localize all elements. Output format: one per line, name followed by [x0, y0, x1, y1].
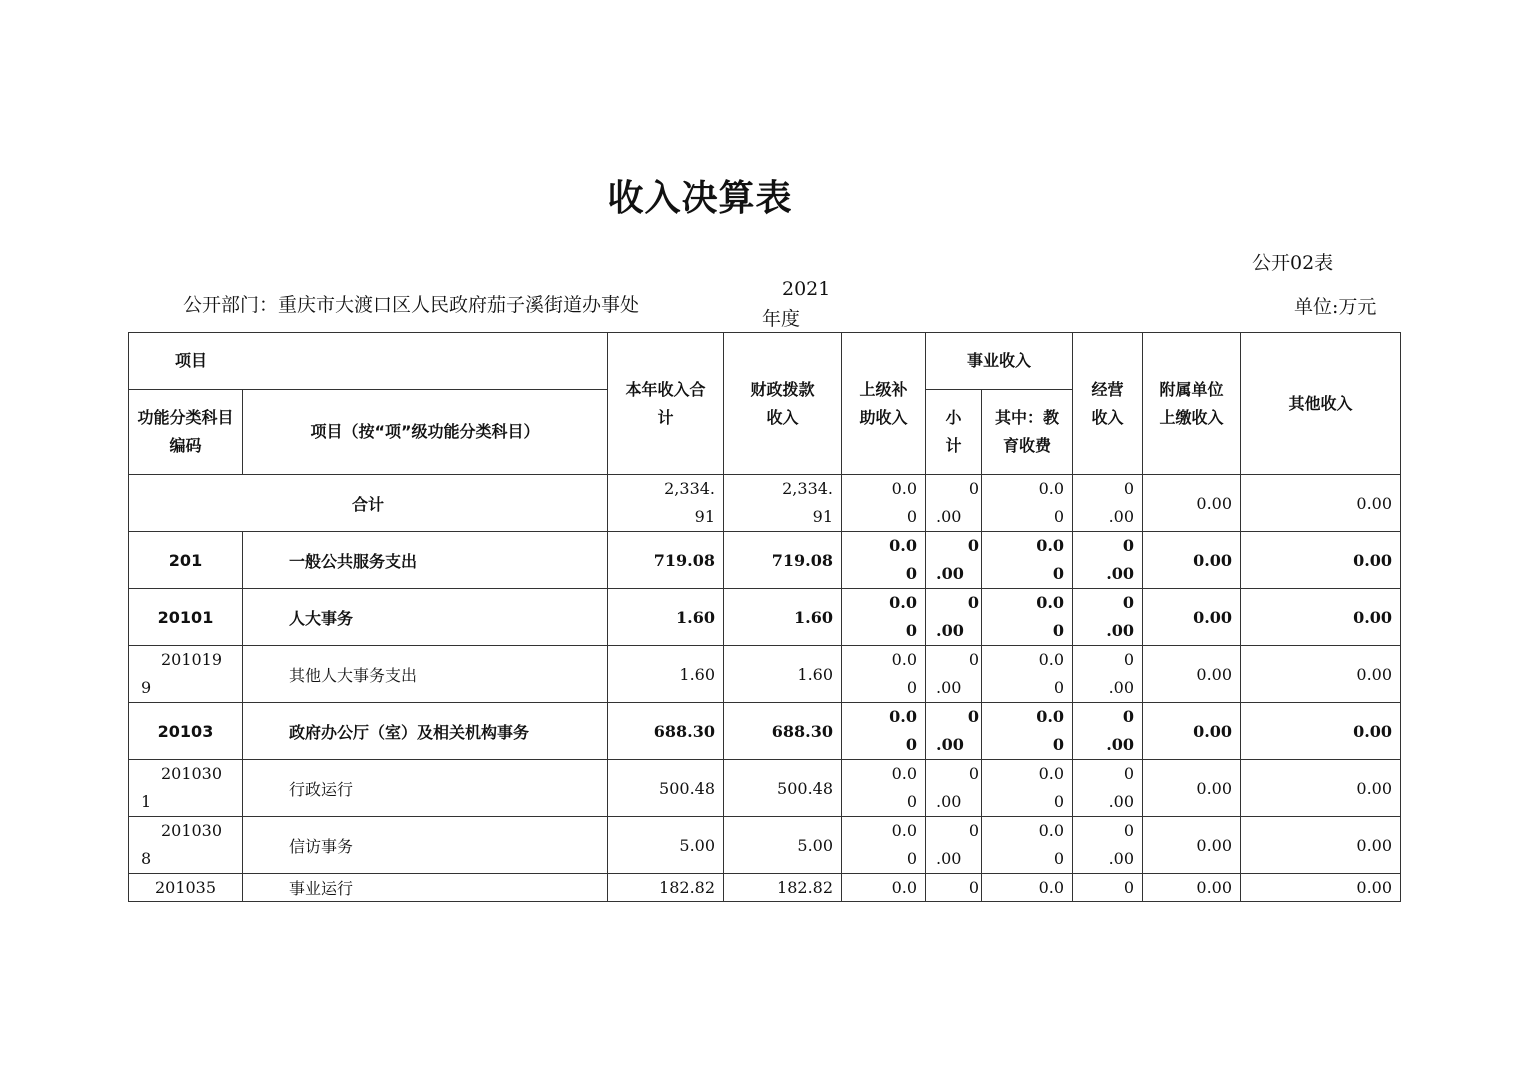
name-cell: 人大事务	[243, 589, 608, 646]
operating-cell: 0 .00	[1073, 817, 1143, 874]
header-superior: 上级补助收入	[842, 333, 926, 475]
other-cell: 0.00	[1241, 760, 1401, 817]
total-cell: 1.60	[608, 646, 724, 703]
table-row	[129, 760, 1401, 817]
other-cell: 0.00	[1241, 532, 1401, 589]
superior-cell: 0.0 0	[842, 703, 926, 760]
year-number: 2021	[782, 278, 831, 300]
subtotal-cell: 0 .00	[926, 532, 982, 589]
table-row	[129, 874, 1401, 902]
name-cell: 政府办公厅（室）及相关机构事务	[243, 703, 608, 760]
operating-cell: 0 .00	[1073, 646, 1143, 703]
header-item-name: 项目（按“项”级功能分类科目）	[243, 390, 608, 475]
fiscal-cell: 2,334. 91	[724, 475, 842, 532]
fiscal-cell: 500.48	[724, 760, 842, 817]
header-func-code: 功能分类科目编码	[129, 390, 243, 475]
code-cell: 201019 9	[129, 646, 243, 703]
total-cell: 688.30	[608, 703, 724, 760]
code-cell: 201	[129, 532, 243, 589]
fiscal-cell: 182.82	[724, 874, 842, 902]
name-cell: 信访事务	[243, 817, 608, 874]
other-cell: 0.00	[1241, 475, 1401, 532]
operating-cell: 0 .00	[1073, 589, 1143, 646]
table-row	[129, 532, 1401, 589]
subtotal-cell: 0	[926, 874, 982, 902]
header-other: 其他收入	[1241, 333, 1401, 475]
name-cell: 一般公共服务支出	[243, 532, 608, 589]
total-cell: 5.00	[608, 817, 724, 874]
operating-cell: 0 .00	[1073, 532, 1143, 589]
other-cell: 0.00	[1241, 817, 1401, 874]
header-affiliated: 附属单位上缴收入	[1143, 333, 1241, 475]
operating-cell: 0 .00	[1073, 703, 1143, 760]
superior-cell: 0.0 0	[842, 532, 926, 589]
total-cell: 500.48	[608, 760, 724, 817]
unit-label: 单位:万元	[1294, 296, 1377, 318]
operating-cell: 0 .00	[1073, 760, 1143, 817]
edu-cell: 0.0 0	[982, 817, 1073, 874]
table-number: 公开02表	[1252, 252, 1334, 274]
department-label: 公开部门：重庆市大渡口区人民政府茄子溪街道办事处	[183, 294, 640, 316]
affiliated-cell: 0.00	[1143, 532, 1241, 589]
subtotal-cell: 0 .00	[926, 589, 982, 646]
fiscal-cell: 688.30	[724, 703, 842, 760]
income-table	[128, 332, 1401, 902]
name-cell: 行政运行	[243, 760, 608, 817]
affiliated-cell: 0.00	[1143, 760, 1241, 817]
table-row	[129, 703, 1401, 760]
other-cell: 0.00	[1241, 874, 1401, 902]
superior-cell: 0.0	[842, 874, 926, 902]
fiscal-cell: 1.60	[724, 646, 842, 703]
operating-cell: 0	[1073, 874, 1143, 902]
header-operating: 经营收入	[1073, 333, 1143, 475]
superior-cell: 0.0 0	[842, 760, 926, 817]
table-row	[129, 589, 1401, 646]
total-cell: 2,334. 91	[608, 475, 724, 532]
total-cell: 182.82	[608, 874, 724, 902]
subtotal-cell: 0 .00	[926, 703, 982, 760]
table-row	[129, 817, 1401, 874]
affiliated-cell: 0.00	[1143, 703, 1241, 760]
other-cell: 0.00	[1241, 703, 1401, 760]
superior-cell: 0.0 0	[842, 475, 926, 532]
edu-cell: 0.0 0	[982, 703, 1073, 760]
edu-cell: 0.0 0	[982, 532, 1073, 589]
code-cell: 20103	[129, 703, 243, 760]
page-title: 收入决算表	[607, 178, 793, 219]
other-cell: 0.00	[1241, 646, 1401, 703]
affiliated-cell: 0.00	[1143, 589, 1241, 646]
header-edu-fee: 其中：教育收费	[982, 390, 1073, 475]
code-cell: 201035	[129, 874, 243, 902]
edu-cell: 0.0 0	[982, 589, 1073, 646]
subtotal-cell: 0 .00	[926, 646, 982, 703]
header-total-income: 本年收入合计	[608, 333, 724, 475]
subtotal-cell: 0 .00	[926, 475, 982, 532]
name-cell: 事业运行	[243, 874, 608, 902]
header-fiscal: 财政拨款收入	[724, 333, 842, 475]
affiliated-cell: 0.00	[1143, 874, 1241, 902]
code-cell: 20101	[129, 589, 243, 646]
superior-cell: 0.0 0	[842, 817, 926, 874]
subtotal-cell: 0 .00	[926, 760, 982, 817]
subtotal-cell: 0 .00	[926, 817, 982, 874]
affiliated-cell: 0.00	[1143, 475, 1241, 532]
edu-cell: 0.0 0	[982, 475, 1073, 532]
header-subtotal: 小计	[926, 390, 982, 475]
header-career: 事业收入	[926, 333, 1073, 390]
table-row	[129, 646, 1401, 703]
edu-cell: 0.0 0	[982, 760, 1073, 817]
fiscal-cell: 719.08	[724, 532, 842, 589]
table-row-total	[129, 475, 1401, 532]
fiscal-cell: 5.00	[724, 817, 842, 874]
affiliated-cell: 0.00	[1143, 646, 1241, 703]
edu-cell: 0.0	[982, 874, 1073, 902]
other-cell: 0.00	[1241, 589, 1401, 646]
code-cell: 201030 1	[129, 760, 243, 817]
edu-cell: 0.0 0	[982, 646, 1073, 703]
code-cell: 201030 8	[129, 817, 243, 874]
operating-cell: 0 .00	[1073, 475, 1143, 532]
fiscal-cell: 1.60	[724, 589, 842, 646]
total-cell: 1.60	[608, 589, 724, 646]
affiliated-cell: 0.00	[1143, 817, 1241, 874]
total-cell: 719.08	[608, 532, 724, 589]
total-label: 合计	[129, 475, 608, 532]
superior-cell: 0.0 0	[842, 646, 926, 703]
name-cell: 其他人大事务支出	[243, 646, 608, 703]
header-item: 项目	[129, 333, 608, 390]
superior-cell: 0.0 0	[842, 589, 926, 646]
year-suffix: 年度	[762, 308, 801, 330]
